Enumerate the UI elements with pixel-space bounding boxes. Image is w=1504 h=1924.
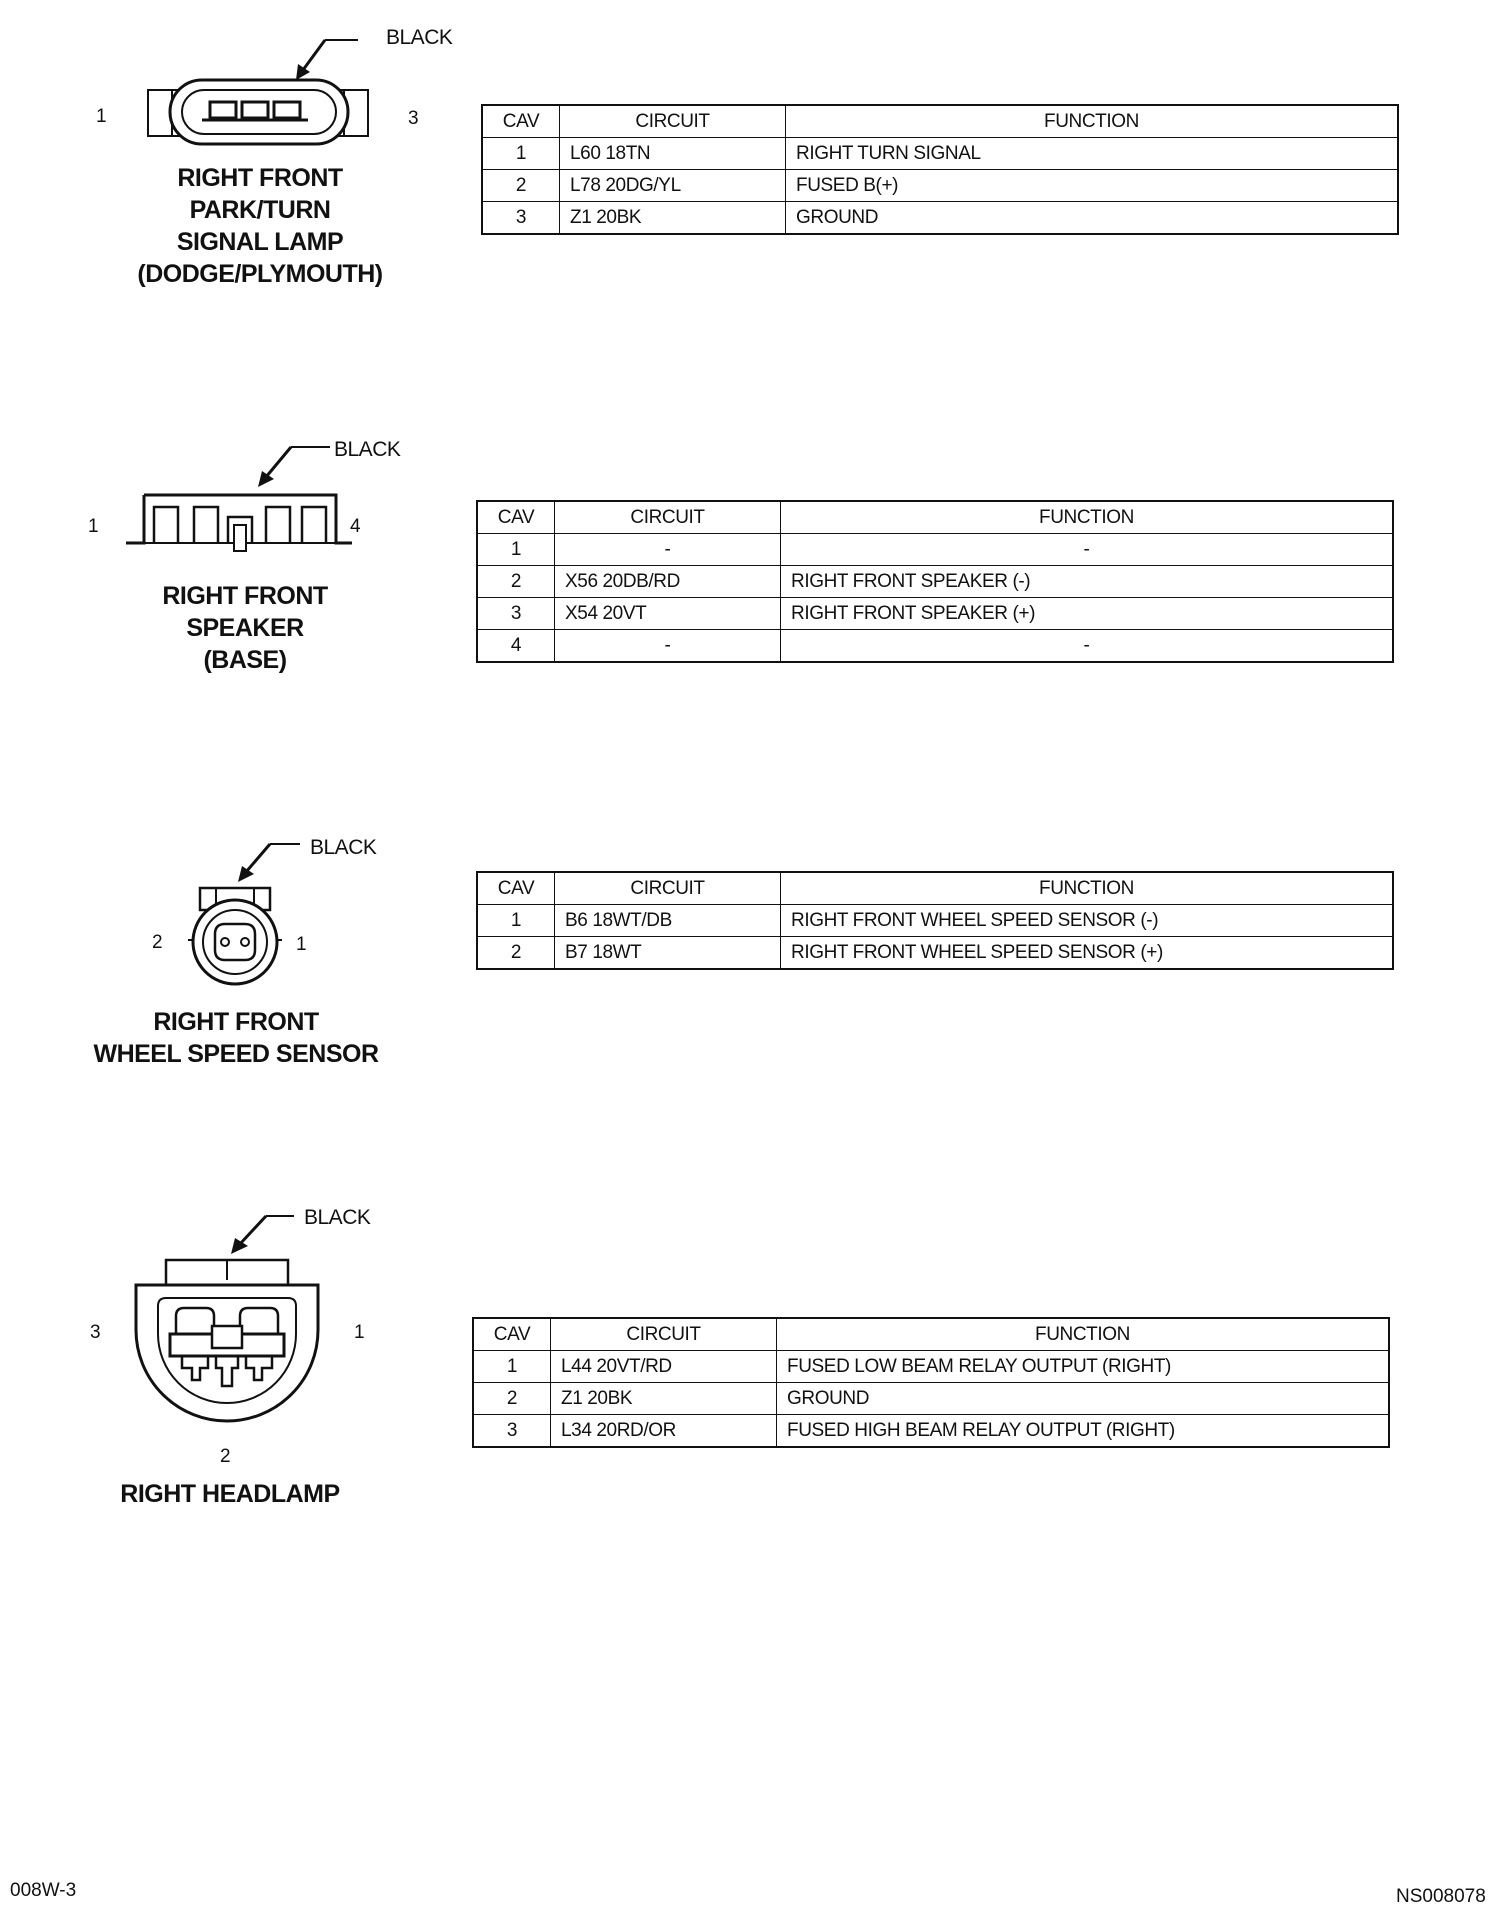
circuit-cell: X56 20DB/RD [555,566,781,598]
function-cell: FUSED HIGH BEAM RELAY OUTPUT (RIGHT) [777,1415,1390,1448]
pin-label-2: 2 [152,932,163,953]
function-cell: RIGHT FRONT SPEAKER (+) [781,598,1394,630]
circuit-cell: L34 20RD/OR [551,1415,777,1448]
function-cell: - [781,534,1394,566]
circuit-cell: Z1 20BK [560,202,786,235]
cav-cell: 2 [473,1383,551,1415]
connector-color-label: BLACK [304,1206,371,1229]
header-cav: CAV [477,501,555,534]
table-row [473,1351,1389,1383]
headlamp-connector-drawing [116,1210,356,1440]
pin-label-3: 3 [90,1322,101,1343]
title-line: RIGHT HEADLAMP [120,1480,340,1508]
page-number: 008W-3 [10,1880,77,1901]
figure-id: NS008078 [1396,1886,1486,1907]
cav-cell: 1 [477,905,555,937]
title-line: (BASE) [203,646,287,674]
connector-color-label: BLACK [334,438,401,461]
table-row [477,630,1393,663]
connector-title [90,1478,370,1510]
function-cell: FUSED LOW BEAM RELAY OUTPUT (RIGHT) [777,1351,1390,1383]
function-cell: GROUND [777,1383,1390,1415]
header-function: FUNCTION [777,1318,1390,1351]
pin-label-3: 3 [408,108,419,129]
pin-label-1: 1 [296,934,307,955]
connector-title [110,580,380,676]
cav-cell: 2 [477,937,555,970]
cav-cell: 3 [477,598,555,630]
function-cell: FUSED B(+) [786,170,1399,202]
circuit-cell: - [555,630,781,663]
table-row [477,566,1393,598]
circuit-cell: L78 20DG/YL [560,170,786,202]
pin-label-4: 4 [350,516,361,537]
circuit-cell: X54 20VT [555,598,781,630]
circuit-cell: L44 20VT/RD [551,1351,777,1383]
cav-cell: 2 [477,566,555,598]
table-row [482,138,1398,170]
header-cav: CAV [482,105,560,138]
header-circuit: CIRCUIT [555,872,781,905]
title-line: PARK/TURN [189,196,331,224]
cav-cell: 4 [477,630,555,663]
table-row [482,170,1398,202]
cav-cell: 1 [473,1351,551,1383]
title-line: RIGHT FRONT [153,1008,319,1036]
connector-color-label: BLACK [386,26,453,49]
connector-title [120,162,400,290]
table-header-row [477,501,1393,534]
pinout-table [476,871,1394,970]
table-row [473,1415,1389,1448]
header-function: FUNCTION [781,501,1394,534]
table-row [477,905,1393,937]
cav-cell: 3 [473,1415,551,1448]
header-function: FUNCTION [781,872,1394,905]
park-turn-connector-drawing [140,40,380,140]
header-cav: CAV [473,1318,551,1351]
pinout-table [472,1317,1390,1448]
function-cell: RIGHT TURN SIGNAL [786,138,1399,170]
function-cell: RIGHT FRONT WHEEL SPEED SENSOR (+) [781,937,1394,970]
table-header-row [482,105,1398,138]
title-line: RIGHT FRONT [162,582,328,610]
speaker-connector-drawing [116,445,366,555]
cav-cell: 3 [482,202,560,235]
connector-title [86,1006,386,1070]
connector-color-label: BLACK [310,836,377,859]
pin-label-1: 1 [96,106,107,127]
cav-cell: 1 [482,138,560,170]
title-line: WHEEL SPEED SENSOR [93,1040,379,1068]
function-cell: GROUND [786,202,1399,235]
pin-label-2: 2 [220,1446,231,1467]
cav-cell: 2 [482,170,560,202]
circuit-cell: L60 18TN [560,138,786,170]
header-function: FUNCTION [786,105,1399,138]
pinout-table [476,500,1394,663]
header-circuit: CIRCUIT [560,105,786,138]
header-cav: CAV [477,872,555,905]
pinout-table [481,104,1399,235]
function-cell: RIGHT FRONT SPEAKER (-) [781,566,1394,598]
table-row [477,937,1393,970]
table-row [477,534,1393,566]
pin-label-1: 1 [88,516,99,537]
circuit-cell: B6 18WT/DB [555,905,781,937]
cav-cell: 1 [477,534,555,566]
circuit-cell: - [555,534,781,566]
wheel-speed-connector-drawing [170,840,330,980]
title-line: SPEAKER [186,614,304,642]
title-line: SIGNAL LAMP [176,228,344,256]
table-header-row [473,1318,1389,1351]
title-line: (DODGE/PLYMOUTH) [137,260,383,288]
header-circuit: CIRCUIT [555,501,781,534]
function-cell: - [781,630,1394,663]
header-circuit: CIRCUIT [551,1318,777,1351]
function-cell: RIGHT FRONT WHEEL SPEED SENSOR (-) [781,905,1394,937]
pin-label-1: 1 [354,1322,365,1343]
circuit-cell: B7 18WT [555,937,781,970]
table-header-row [477,872,1393,905]
table-row [482,202,1398,235]
title-line: RIGHT FRONT [177,164,343,192]
circuit-cell: Z1 20BK [551,1383,777,1415]
table-row [473,1383,1389,1415]
table-row [477,598,1393,630]
